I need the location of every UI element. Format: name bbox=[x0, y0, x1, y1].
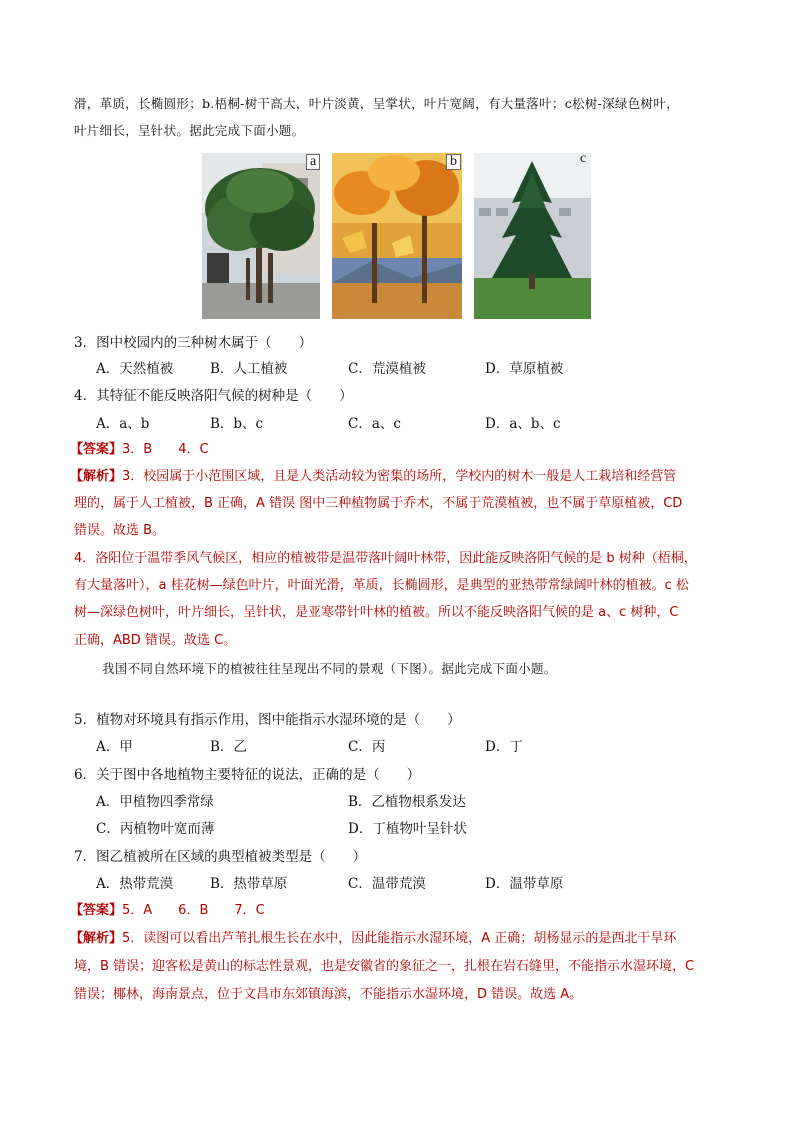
question-6-option-b: B．乙植物根系发达 bbox=[348, 794, 466, 810]
analysis-1-line-0 bbox=[70, 467, 676, 487]
question-7-option-b: B．热带草原 bbox=[210, 876, 288, 892]
intro-2: 我国不同自然环境下的植被往往呈现出不同的景观（下图）。据此完成下面小题。 bbox=[102, 661, 557, 676]
question-5-option-a: A．甲 bbox=[96, 739, 133, 755]
photo-label-c: c bbox=[580, 151, 587, 166]
photo-pine-tree bbox=[474, 153, 591, 319]
question-3-option-a: A．天然植被 bbox=[96, 361, 174, 377]
analysis-2-tag: 【解析】 bbox=[70, 931, 123, 946]
question-4-option-d: D．a、b、c bbox=[485, 416, 561, 432]
question-6-option-c: C．丙植物叶宽而薄 bbox=[96, 821, 215, 837]
analysis-1-line-1: 理的，属于人工植被，B 正确，A 错误 图中三种植物属于乔木，不属于荒漠植被，也不属于草原植被，CD bbox=[74, 496, 683, 511]
analysis-1-line-2: 错误。故选 B。 bbox=[74, 523, 166, 538]
photo-label-b: b bbox=[446, 154, 461, 170]
question-3-option-c: C．荒漠植被 bbox=[348, 361, 426, 377]
photo-label-a: a bbox=[306, 154, 320, 170]
answer-1-tag: 【答案】 bbox=[70, 442, 123, 457]
analysis-2-line-2: 错误；椰林，海南景点，位于文昌市东郊镇海滨，不能指示水湿环境，D 错误。故选 A。 bbox=[74, 987, 583, 1002]
question-4-option-b: B．b、c bbox=[210, 416, 264, 432]
answer-2-tag: 【答案】 bbox=[70, 903, 123, 918]
question-6-option-d: D．丁植物叶呈针状 bbox=[348, 821, 467, 837]
analysis-2-text-0: 5．读图可以看出芦苇扎根生长在水中，因此能指示水湿环境，A 正确；胡杨显示的是西北干旱环 bbox=[122, 931, 677, 946]
analysis-1-line-6: 正确，ABD 错误。故选 C。 bbox=[74, 633, 237, 648]
question-4-option-a: A．a、b bbox=[96, 416, 150, 432]
intro-line-2: 叶片细长，呈针状。据此完成下面小题。 bbox=[74, 123, 305, 138]
question-3-stem: 3．图中校园内的三种树木属于（ ） bbox=[74, 335, 313, 351]
question-5-option-c: C．丙 bbox=[348, 739, 386, 755]
analysis-1-text-0: 3．校园属于小范围区域，且是人类活动较为密集的场所，学校内的树木一般是人工栽培和经营管 bbox=[122, 469, 677, 484]
question-3-option-b: B．人工植被 bbox=[210, 361, 288, 377]
question-7-option-a: A．热带荒漠 bbox=[96, 876, 174, 892]
answer-2-text: 5．A 6．B 7．C bbox=[122, 903, 265, 918]
question-5-option-d: D．丁 bbox=[485, 739, 523, 755]
analysis-1-line-3: 4．洛阳位于温带季风气候区，相应的植被带是温带落叶阔叶林带，因此能反映洛阳气候的是 b 树种（梧桐， bbox=[74, 551, 697, 566]
photo-phoenix-tree bbox=[332, 153, 462, 319]
answer-1-text: 3．B 4．C bbox=[122, 442, 209, 457]
analysis-1-line-5: 树—深绿色树叶，叶片细长，呈针状，是亚寒带针叶林的植被。所以不能反映洛阳气候的是 a、c 树种，C bbox=[74, 605, 679, 620]
analysis-2-line-1: 境，B 错误；迎客松是黄山的标志性景观，也是安徽省的象征之一，扎根在岩石缝里，不能指示水湿环境，C bbox=[74, 959, 695, 974]
question-7-stem: 7．图乙植被所在区域的典型植被类型是（ ） bbox=[74, 849, 367, 865]
question-3-option-d: D．草原植被 bbox=[485, 361, 564, 377]
analysis-1-tag: 【解析】 bbox=[70, 469, 123, 484]
question-5-stem: 5．植物对环境具有指示作用，图中能指示水湿环境的是（ ） bbox=[74, 712, 461, 728]
question-7-option-c: C．温带荒漠 bbox=[348, 876, 426, 892]
intro-line-1: 滑，革质，长椭圆形；b.梧桐-树干高大，叶片淡黄，呈掌状，叶片宽阔，有大量落叶；c松树-深绿色树叶， bbox=[74, 96, 679, 111]
analysis-1-line-4: 有大量落叶），a 桂花树—绿色叶片，叶面光滑，革质，长椭圆形，是典型的亚热带常绿阔叶林的植被。c 松 bbox=[74, 578, 689, 593]
answer-1 bbox=[70, 440, 209, 460]
question-7-option-d: D．温带草原 bbox=[485, 876, 564, 892]
question-4-stem: 4．其特征不能反映洛阳气候的树种是（ ） bbox=[74, 388, 353, 404]
answer-2 bbox=[70, 901, 265, 921]
photo-osmanthus-tree bbox=[202, 153, 320, 319]
question-6-stem: 6．关于图中各地植物主要特征的说法，正确的是（ ） bbox=[74, 767, 421, 783]
analysis-2-line-0 bbox=[70, 929, 676, 949]
question-6-option-a: A．甲植物四季常绿 bbox=[96, 794, 214, 810]
question-5-option-b: B．乙 bbox=[210, 739, 247, 755]
question-4-option-c: C．a、c bbox=[348, 416, 401, 432]
